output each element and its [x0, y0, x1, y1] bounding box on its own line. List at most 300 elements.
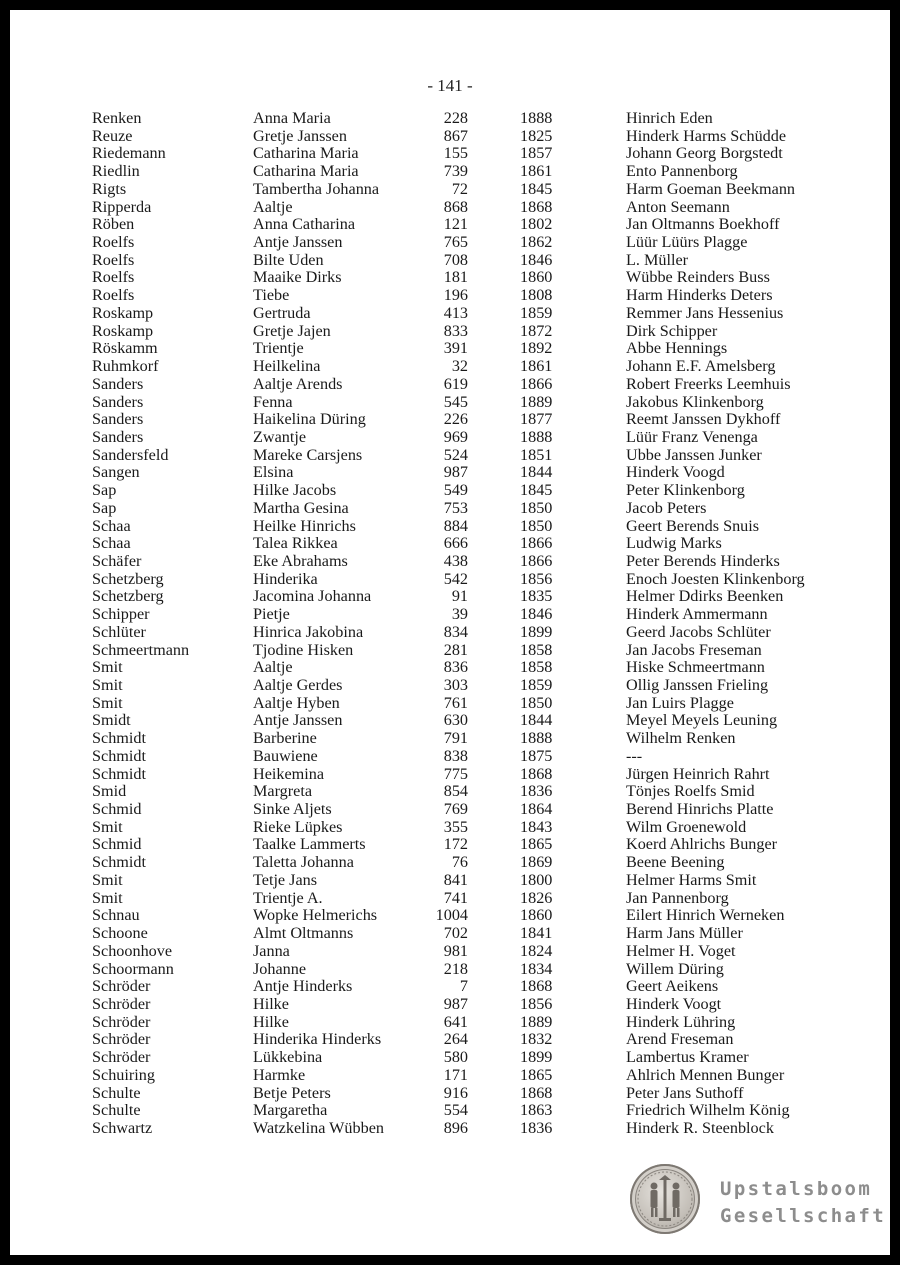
number-cell: 765	[443, 233, 468, 252]
given-names-cell: Bauwiene	[253, 746, 318, 765]
table-row	[10, 624, 890, 642]
year-cell: 1888	[520, 109, 553, 127]
table-row	[10, 394, 890, 412]
table-row	[10, 234, 890, 252]
spouse-cell: Harm Hinderks Deters	[626, 286, 773, 305]
number-cell: 545	[443, 392, 468, 411]
number-cell: 987	[443, 463, 468, 482]
year-cell: 1888	[520, 729, 553, 748]
table-row	[10, 819, 890, 837]
table-row	[10, 642, 890, 660]
spouse-cell: Peter Jans Suthoff	[626, 1083, 744, 1102]
table-row	[10, 890, 890, 908]
surname-cell: Schmeertmann	[92, 640, 190, 659]
given-names-cell: Betje Peters	[253, 1083, 331, 1102]
spouse-cell: Hinrich Eden	[626, 109, 713, 127]
spouse-cell: Jan Jacobs Freseman	[626, 640, 762, 659]
year-cell: 1859	[520, 676, 553, 694]
spouse-cell: Hinderk Voogt	[626, 994, 722, 1013]
upstalsboom-seal-icon	[630, 1164, 700, 1234]
number-cell: 884	[443, 516, 468, 535]
table-row	[10, 872, 890, 890]
year-cell: 1889	[520, 392, 553, 411]
table-row	[10, 1102, 890, 1120]
number-cell: 264	[443, 1030, 468, 1049]
number-cell: 196	[443, 286, 468, 305]
year-cell: 1841	[520, 924, 553, 943]
spouse-cell: Tönjes Roelfs Smid	[626, 782, 755, 801]
table-row	[10, 801, 890, 819]
year-cell: 1865	[520, 835, 553, 854]
table-row	[10, 1014, 890, 1032]
given-names-cell: Eke Abrahams	[253, 551, 348, 570]
given-names-cell: Haikelina Düring	[253, 410, 366, 429]
number-cell: 172	[443, 835, 468, 854]
surname-cell: Ruhmkorf	[92, 357, 159, 376]
number-cell: 549	[443, 481, 468, 500]
number-cell: 769	[443, 800, 468, 819]
spouse-cell: Reemt Janssen Dykhoff	[626, 410, 781, 429]
spouse-cell: Koerd Ahlrichs Bunger	[626, 835, 778, 854]
surname-cell: Schröder	[92, 994, 151, 1013]
spouse-cell: Johann E.F. Amelsberg	[626, 357, 776, 376]
spouse-cell: Remmer Jans Hessenius	[626, 303, 784, 322]
year-cell: 1846	[520, 605, 553, 624]
surname-cell: Reuze	[92, 126, 133, 145]
number-cell: 916	[443, 1083, 468, 1102]
table-row	[10, 1085, 890, 1103]
given-names-cell: Anna Catharina	[253, 215, 356, 234]
given-names-cell: Mareke Carsjens	[253, 445, 363, 464]
year-cell: 1851	[520, 445, 553, 464]
given-names-cell: Trientje	[253, 339, 304, 358]
spouse-cell: Helmer H. Voget	[626, 941, 736, 960]
given-names-cell: Martha Gesina	[253, 498, 349, 517]
surname-cell: Schröder	[92, 1030, 151, 1049]
spouse-cell: Helmer Harms Smit	[626, 870, 757, 889]
year-cell: 1844	[520, 463, 553, 482]
spouse-cell: Hiske Schmeertmann	[626, 658, 765, 677]
given-names-cell: Tiebe	[253, 286, 290, 305]
year-cell: 1856	[520, 994, 553, 1013]
spouse-cell: Hinderk Voogd	[626, 463, 725, 482]
table-row	[10, 588, 890, 606]
number-cell: 868	[443, 197, 468, 216]
year-cell: 1800	[520, 870, 553, 889]
table-row	[10, 181, 890, 199]
spouse-cell: Jan Oltmanns Boekhoff	[626, 215, 780, 234]
spouse-cell: Hinderk R. Steenblock	[626, 1118, 774, 1137]
year-cell: 1836	[520, 782, 553, 801]
number-cell: 836	[443, 658, 468, 677]
year-cell: 1843	[520, 817, 553, 836]
spouse-cell: Enoch Joesten Klinkenborg	[626, 569, 805, 588]
year-cell: 1835	[520, 587, 553, 606]
spouse-cell: Eilert Hinrich Werneken	[626, 906, 785, 925]
spouse-cell: Lüür Franz Venenga	[626, 427, 758, 446]
given-names-cell: Gertruda	[253, 303, 311, 322]
surname-cell: Riedemann	[92, 144, 166, 163]
spouse-cell: Lüür Lüürs Plagge	[626, 233, 748, 252]
surname-cell: Sanders	[92, 427, 144, 446]
surname-cell: Sandersfeld	[92, 445, 169, 464]
surname-cell: Schetzberg	[92, 569, 164, 588]
given-names-cell: Bilte Uden	[253, 250, 324, 269]
number-cell: 739	[443, 162, 468, 181]
logo-line-2: Gesellschaft	[720, 1205, 887, 1227]
table-row	[10, 996, 890, 1014]
table-row	[10, 712, 890, 730]
given-names-cell: Maaike Dirks	[253, 268, 342, 287]
year-cell: 1832	[520, 1030, 553, 1049]
surname-cell: Schmidt	[92, 853, 146, 872]
table-row	[10, 252, 890, 270]
table-row	[10, 305, 890, 323]
number-cell: 303	[443, 676, 468, 694]
year-cell: 1844	[520, 711, 553, 730]
number-cell: 542	[443, 569, 468, 588]
spouse-cell: Wilm Groenewold	[626, 817, 747, 836]
table-row	[10, 199, 890, 217]
surname-cell: Sangen	[92, 463, 140, 482]
spouse-cell: Friedrich Wilhelm König	[626, 1101, 790, 1120]
number-cell: 1004	[435, 906, 468, 925]
year-cell: 1875	[520, 746, 553, 765]
surname-cell: Schwartz	[92, 1118, 153, 1137]
surname-cell: Schlüter	[92, 622, 146, 641]
spouse-cell: Ubbe Janssen Junker	[626, 445, 762, 464]
number-cell: 76	[451, 853, 468, 872]
surname-cell: Schoone	[92, 924, 148, 943]
spouse-cell: Harm Jans Müller	[626, 924, 743, 943]
given-names-cell: Aaltje Gerdes	[253, 676, 343, 694]
number-cell: 775	[443, 764, 468, 783]
surname-cell: Schmidt	[92, 746, 146, 765]
given-names-cell: Aaltje Hyben	[253, 693, 340, 712]
number-cell: 171	[443, 1065, 468, 1084]
surname-cell: Rigts	[92, 179, 127, 198]
table-row	[10, 978, 890, 996]
year-cell: 1846	[520, 250, 553, 269]
given-names-cell: Almt Oltmanns	[253, 924, 354, 943]
table-row	[10, 606, 890, 624]
table-row	[10, 287, 890, 305]
year-cell: 1869	[520, 853, 553, 872]
number-cell: 987	[443, 994, 468, 1013]
year-cell: 1866	[520, 374, 553, 393]
spouse-cell: ---	[626, 746, 643, 765]
given-names-cell: Gretje Jajen	[253, 321, 331, 340]
given-names-cell: Hinderika	[253, 569, 318, 588]
number-cell: 524	[443, 445, 468, 464]
surname-cell: Sap	[92, 481, 117, 500]
number-cell: 666	[443, 534, 468, 553]
given-names-cell: Zwantje	[253, 427, 307, 446]
year-cell: 1802	[520, 215, 553, 234]
table-row	[10, 961, 890, 979]
register-list	[10, 110, 890, 1138]
surname-cell: Smit	[92, 870, 123, 889]
number-cell: 791	[443, 729, 468, 748]
spouse-cell: Jan Pannenborg	[626, 888, 729, 907]
table-row	[10, 376, 890, 394]
number-cell: 438	[443, 551, 468, 570]
spouse-cell: Ahlrich Mennen Bunger	[626, 1065, 785, 1084]
spouse-cell: Abbe Hennings	[626, 339, 728, 358]
spouse-cell: L. Müller	[626, 250, 689, 269]
spouse-cell: Wilhelm Renken	[626, 729, 736, 748]
table-row	[10, 464, 890, 482]
surname-cell: Schipper	[92, 605, 150, 624]
spouse-cell: Jan Luirs Plagge	[626, 693, 734, 712]
surname-cell: Schröder	[92, 1012, 151, 1031]
given-names-cell: Pietje	[253, 605, 290, 624]
spouse-cell: Geert Aeikens	[626, 977, 719, 996]
table-row	[10, 216, 890, 234]
year-cell: 1826	[520, 888, 553, 907]
number-cell: 981	[443, 941, 468, 960]
surname-cell: Schoormann	[92, 959, 174, 978]
given-names-cell: Hilke Jacobs	[253, 481, 337, 500]
given-names-cell: Taletta Johanna	[253, 853, 354, 872]
table-row	[10, 659, 890, 677]
number-cell: 413	[443, 303, 468, 322]
surname-cell: Röskamm	[92, 339, 158, 358]
year-cell: 1845	[520, 179, 553, 198]
surname-cell: Schuiring	[92, 1065, 155, 1084]
year-cell: 1865	[520, 1065, 553, 1084]
given-names-cell: Antje Janssen	[253, 233, 343, 252]
given-names-cell: Heilke Hinrichs	[253, 516, 356, 535]
table-row	[10, 677, 890, 695]
given-names-cell: Jacomina Johanna	[253, 587, 372, 606]
number-cell: 554	[443, 1101, 468, 1120]
given-names-cell: Gretje Janssen	[253, 126, 347, 145]
surname-cell: Smid	[92, 782, 127, 801]
spouse-cell: Arend Freseman	[626, 1030, 734, 1049]
year-cell: 1889	[520, 1012, 553, 1031]
number-cell: 155	[443, 144, 468, 163]
year-cell: 1868	[520, 197, 553, 216]
year-cell: 1860	[520, 268, 553, 287]
number-cell: 218	[443, 959, 468, 978]
given-names-cell: Aaltje Arends	[253, 374, 343, 393]
surname-cell: Roskamp	[92, 321, 154, 340]
spouse-cell: Hinderk Ammermann	[626, 605, 768, 624]
table-row	[10, 854, 890, 872]
given-names-cell: Barberine	[253, 729, 317, 748]
given-names-cell: Trientje A.	[253, 888, 323, 907]
table-row	[10, 1049, 890, 1067]
document-page	[10, 10, 890, 1255]
given-names-cell: Elsina	[253, 463, 294, 482]
table-row	[10, 1031, 890, 1049]
table-row	[10, 1120, 890, 1138]
table-row	[10, 783, 890, 801]
number-cell: 619	[443, 374, 468, 393]
number-cell: 281	[443, 640, 468, 659]
given-names-cell: Tjodine Hisken	[253, 640, 354, 659]
given-names-cell: Janna	[253, 941, 290, 960]
spouse-cell: Jacob Peters	[626, 498, 707, 517]
number-cell: 7	[459, 977, 468, 996]
surname-cell: Smit	[92, 888, 123, 907]
table-row	[10, 323, 890, 341]
table-row	[10, 269, 890, 287]
table-row	[10, 836, 890, 854]
surname-cell: Röben	[92, 215, 135, 234]
number-cell: 838	[443, 746, 468, 765]
spouse-cell: Jakobus Klinkenborg	[626, 392, 764, 411]
table-row	[10, 482, 890, 500]
year-cell: 1866	[520, 551, 553, 570]
number-cell: 896	[443, 1118, 468, 1137]
given-names-cell: Margreta	[253, 782, 313, 801]
number-cell: 391	[443, 339, 468, 358]
year-cell: 1858	[520, 658, 553, 677]
year-cell: 1866	[520, 534, 553, 553]
spouse-cell: Berend Hinrichs Platte	[626, 800, 774, 819]
given-names-cell: Anna Maria	[253, 109, 331, 127]
spouse-cell: Peter Berends Hinderks	[626, 551, 780, 570]
spouse-cell: Meyel Meyels Leuning	[626, 711, 778, 730]
given-names-cell: Heilkelina	[253, 357, 321, 376]
spouse-cell: Hinderk Lühring	[626, 1012, 736, 1031]
surname-cell: Riedlin	[92, 162, 140, 181]
given-names-cell: Johanne	[253, 959, 307, 978]
table-row	[10, 110, 890, 128]
given-names-cell: Rieke Lüpkes	[253, 817, 343, 836]
surname-cell: Renken	[92, 109, 142, 127]
given-names-cell: Tetje Jans	[253, 870, 318, 889]
table-row	[10, 730, 890, 748]
number-cell: 753	[443, 498, 468, 517]
number-cell: 708	[443, 250, 468, 269]
year-cell: 1860	[520, 906, 553, 925]
year-cell: 1861	[520, 357, 553, 376]
table-row	[10, 340, 890, 358]
surname-cell: Roelfs	[92, 268, 135, 287]
surname-cell: Smit	[92, 676, 123, 694]
surname-cell: Schnau	[92, 906, 140, 925]
surname-cell: Schröder	[92, 1048, 151, 1067]
surname-cell: Ripperda	[92, 197, 152, 216]
table-row	[10, 518, 890, 536]
given-names-cell: Tambertha Johanna	[253, 179, 380, 198]
number-cell: 39	[451, 605, 468, 624]
table-row	[10, 553, 890, 571]
table-row	[10, 748, 890, 766]
logo-wordmark	[720, 1176, 886, 1230]
spouse-cell: Hinderk Harms Schüdde	[626, 126, 787, 145]
number-cell: 841	[443, 870, 468, 889]
table-row	[10, 358, 890, 376]
number-cell: 867	[443, 126, 468, 145]
given-names-cell: Wopke Helmerichs	[253, 906, 378, 925]
surname-cell: Schetzberg	[92, 587, 164, 606]
surname-cell: Schmid	[92, 835, 142, 854]
table-row	[10, 925, 890, 943]
given-names-cell: Antje Hinderks	[253, 977, 353, 996]
table-row	[10, 429, 890, 447]
surname-cell: Schmidt	[92, 729, 146, 748]
year-cell: 1863	[520, 1101, 553, 1120]
spouse-cell: Harm Goeman Beekmann	[626, 179, 796, 198]
table-row	[10, 128, 890, 146]
spouse-cell: Beene Beening	[626, 853, 725, 872]
number-cell: 833	[443, 321, 468, 340]
number-cell: 72	[451, 179, 468, 198]
number-cell: 121	[443, 215, 468, 234]
surname-cell: Schaa	[92, 516, 131, 535]
number-cell: 702	[443, 924, 468, 943]
spouse-cell: Geerd Jacobs Schlüter	[626, 622, 771, 641]
year-cell: 1857	[520, 144, 553, 163]
given-names-cell: Talea Rikkea	[253, 534, 338, 553]
surname-cell: Schmid	[92, 800, 142, 819]
given-names-cell: Aaltje	[253, 658, 293, 677]
given-names-cell: Catharina Maria	[253, 144, 359, 163]
given-names-cell: Hinrica Jakobina	[253, 622, 364, 641]
surname-cell: Roelfs	[92, 286, 135, 305]
year-cell: 1859	[520, 303, 553, 322]
year-cell: 1850	[520, 516, 553, 535]
year-cell: 1861	[520, 162, 553, 181]
spouse-cell: Ento Pannenborg	[626, 162, 738, 181]
upstalsboom-logo	[630, 1160, 887, 1238]
given-names-cell: Margaretha	[253, 1101, 328, 1120]
surname-cell: Smidt	[92, 711, 131, 730]
spouse-cell: Willem Düring	[626, 959, 724, 978]
number-cell: 630	[443, 711, 468, 730]
surname-cell: Smit	[92, 658, 123, 677]
page-number: - 141 -	[427, 76, 473, 95]
given-names-cell: Aaltje	[253, 197, 293, 216]
surname-cell: Schulte	[92, 1083, 141, 1102]
number-cell: 355	[443, 817, 468, 836]
spouse-cell: Ollig Janssen Frieling	[626, 676, 769, 694]
table-row	[10, 500, 890, 518]
year-cell: 1825	[520, 126, 553, 145]
table-row	[10, 535, 890, 553]
table-row	[10, 571, 890, 589]
number-cell: 580	[443, 1048, 468, 1067]
year-cell: 1834	[520, 959, 553, 978]
number-cell: 641	[443, 1012, 468, 1031]
year-cell: 1868	[520, 977, 553, 996]
year-cell: 1850	[520, 693, 553, 712]
surname-cell: Roelfs	[92, 233, 135, 252]
number-cell: 226	[443, 410, 468, 429]
surname-cell: Smit	[92, 693, 123, 712]
year-cell: 1872	[520, 321, 553, 340]
spouse-cell: Anton Seemann	[626, 197, 730, 216]
given-names-cell: Watzkelina Wübben	[253, 1118, 384, 1137]
number-cell: 181	[443, 268, 468, 287]
spouse-cell: Robert Freerks Leemhuis	[626, 374, 791, 393]
given-names-cell: Catharina Maria	[253, 162, 359, 181]
year-cell: 1888	[520, 427, 553, 446]
spouse-cell: Dirk Schipper	[626, 321, 718, 340]
table-row	[10, 447, 890, 465]
surname-cell: Roskamp	[92, 303, 154, 322]
table-row	[10, 907, 890, 925]
surname-cell: Sap	[92, 498, 117, 517]
given-names-cell: Hilke	[253, 994, 289, 1013]
year-cell: 1858	[520, 640, 553, 659]
given-names-cell: Fenna	[253, 392, 293, 411]
number-cell: 834	[443, 622, 468, 641]
